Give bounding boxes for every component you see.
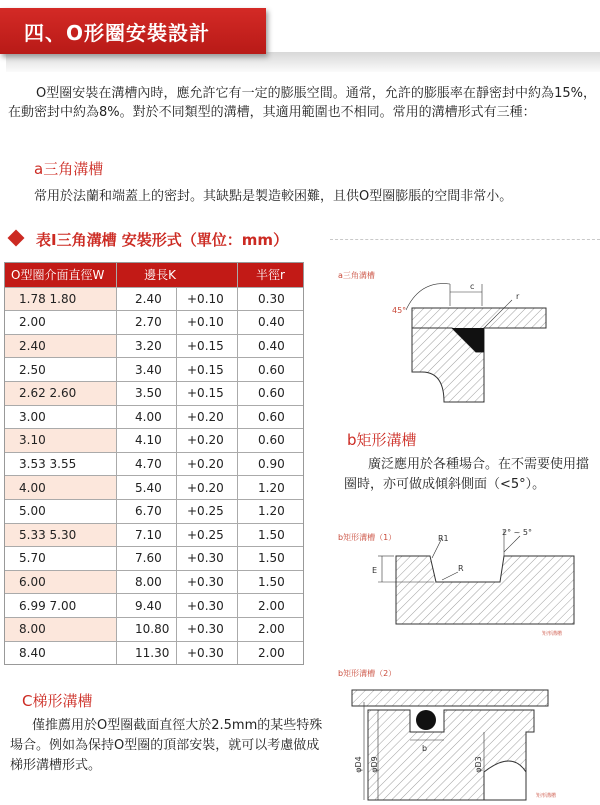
table-heading (0, 228, 600, 250)
cell-radius: 1.50 (237, 524, 303, 547)
cell-diameter: 1.78 1.80 (5, 288, 116, 311)
cell-tolerance: +0.20 (176, 406, 237, 429)
table-row (5, 641, 303, 665)
cell-tolerance: +0.15 (176, 358, 237, 381)
title-shadow-band (6, 52, 600, 72)
table-row (5, 357, 303, 381)
figure-b1-r1: R1 (438, 534, 449, 543)
cell-side-length: 9.40 (116, 594, 176, 617)
header-radius: 半徑r (237, 263, 303, 287)
section-c-text: 僅推薦用於O型圈截面直徑大於2.5mm的某些特殊場合。例如為保持O型圈的頂部安裝，就可以考慮做成梯形溝槽形式。 (10, 718, 323, 773)
figure-b1-caption: 矩形溝槽 (542, 631, 563, 637)
section-b-text: 廣泛應用於各種場合。在不需要使用擋圈時，亦可做成傾斜側面（<5°）。 (344, 457, 590, 492)
cell-diameter: 2.00 (5, 311, 116, 334)
header-diameter: O型圈介面直徑W (11, 268, 105, 283)
figure-rect-groove-1 (334, 522, 596, 642)
figure-b2-caption: 矩形溝槽 (536, 793, 557, 799)
title-banner (0, 8, 266, 54)
figure-a-label: a三角溝槽 (338, 271, 375, 280)
figure-triangle-groove (334, 262, 564, 412)
cell-side-length: 3.20 (116, 335, 176, 358)
cell-diameter: 6.99 7.00 (5, 594, 116, 617)
cell-tolerance: +0.30 (176, 642, 237, 665)
cell-tolerance: +0.30 (176, 547, 237, 570)
cell-diameter: 2.62 2.60 (5, 382, 116, 405)
section-c-heading: C梯形溝槽 (22, 692, 93, 710)
cell-tolerance: +0.30 (176, 594, 237, 617)
table-row (5, 334, 303, 358)
cell-radius: 0.90 (237, 453, 303, 476)
figure-b1-r: R (458, 564, 464, 573)
diamond-bullet-icon (8, 230, 25, 247)
table-row (5, 546, 303, 570)
cell-tolerance: +0.10 (176, 288, 237, 311)
cell-tolerance: +0.30 (176, 618, 237, 641)
cell-tolerance: +0.25 (176, 500, 237, 523)
cell-radius: 0.60 (237, 382, 303, 405)
section-a-heading: a三角溝槽 (34, 160, 104, 178)
table-row (5, 405, 303, 429)
cell-tolerance: +0.20 (176, 429, 237, 452)
triangle-groove-drawing (334, 262, 564, 412)
table-row (5, 452, 303, 476)
table-row (5, 310, 303, 334)
cell-tolerance: +0.25 (176, 524, 237, 547)
cell-tolerance: +0.30 (176, 571, 237, 594)
cell-radius: 0.60 (237, 406, 303, 429)
table-row (5, 428, 303, 452)
cell-radius: 1.20 (237, 476, 303, 499)
cell-radius: 0.60 (237, 429, 303, 452)
intro-paragraph: O型圈安裝在溝槽內時，應允許它有一定的膨脹空間。通常，允許的膨脹率在靜密封中約為15%，在動密封中約為8%。對於不同類型的溝槽，其適用範圍也不相同。常用的溝槽形式有三種： (8, 86, 596, 120)
table-row (5, 523, 303, 547)
cell-radius: 2.00 (237, 642, 303, 665)
dimension-table (4, 262, 304, 665)
table-title: 表I三角溝槽 安裝形式（單位：mm） (36, 231, 289, 249)
cell-side-length: 4.00 (116, 406, 176, 429)
figure-a-angle: 45° (392, 306, 407, 315)
cell-radius: 0.40 (237, 311, 303, 334)
header-side-length: 邊長K (116, 263, 176, 287)
figure-b2-b: b (422, 744, 428, 753)
figure-b2-d4: φD4 (353, 756, 363, 773)
cell-side-length: 2.40 (116, 288, 176, 311)
table-row (5, 593, 303, 617)
cell-side-length: 3.40 (116, 358, 176, 381)
cell-side-length: 4.10 (116, 429, 176, 452)
cell-radius: 0.30 (237, 288, 303, 311)
cell-tolerance: +0.20 (176, 476, 237, 499)
figure-b1-label: b矩形溝槽（1） (338, 533, 397, 542)
section-a-text: 常用於法蘭和端蓋上的密封。其缺點是製造較困難，且供O型圈膨脹的空間非常小。 (34, 189, 513, 204)
cell-diameter: 5.33 5.30 (5, 524, 116, 547)
cell-side-length: 5.40 (116, 476, 176, 499)
table-row (5, 617, 303, 641)
table-row (5, 287, 303, 311)
cell-diameter: 8.40 (5, 642, 116, 665)
cell-side-length: 4.70 (116, 453, 176, 476)
cell-radius: 0.60 (237, 358, 303, 381)
cell-side-length: 6.70 (116, 500, 176, 523)
cell-diameter: 3.53 3.55 (5, 453, 116, 476)
cell-tolerance: +0.15 (176, 335, 237, 358)
figure-b2-label: b矩形溝槽（2） (338, 669, 397, 678)
cell-diameter: 4.00 (5, 476, 116, 499)
cell-side-length: 2.70 (116, 311, 176, 334)
cell-side-length: 7.10 (116, 524, 176, 547)
cell-diameter: 2.50 (5, 358, 116, 381)
table-row (5, 475, 303, 499)
cell-radius: 1.50 (237, 571, 303, 594)
section-b-heading: b矩形溝槽 (347, 431, 417, 449)
cell-diameter: 3.00 (5, 406, 116, 429)
figure-rect-groove-2 (334, 662, 596, 802)
cell-diameter: 3.10 (5, 429, 116, 452)
page-title: 四、O形圈安裝設計 (24, 21, 211, 45)
cell-side-length: 8.00 (116, 571, 176, 594)
figure-b2-d9: φD9 (369, 756, 379, 773)
cell-diameter: 5.00 (5, 500, 116, 523)
header-tolerance (176, 263, 237, 287)
cell-tolerance: +0.20 (176, 453, 237, 476)
cell-side-length: 3.50 (116, 382, 176, 405)
cell-diameter: 2.40 (5, 335, 116, 358)
table-row (5, 381, 303, 405)
figure-a-dim-r: r (516, 292, 520, 301)
dashed-divider (330, 239, 600, 240)
cell-diameter: 8.00 (5, 618, 116, 641)
rect-groove-2-drawing (334, 662, 596, 802)
cell-radius: 2.00 (237, 594, 303, 617)
figure-b2-d3: φD3 (473, 756, 483, 773)
cell-side-length: 11.30 (116, 642, 176, 665)
cell-radius: 0.40 (237, 335, 303, 358)
cell-tolerance: +0.15 (176, 382, 237, 405)
cell-radius: 1.20 (237, 500, 303, 523)
cell-radius: 1.50 (237, 547, 303, 570)
table-body (5, 287, 303, 665)
cell-diameter: 5.70 (5, 547, 116, 570)
table-row (5, 499, 303, 523)
cell-radius: 2.00 (237, 618, 303, 641)
cell-side-length: 7.60 (116, 547, 176, 570)
figure-a-dim-c: c (470, 282, 475, 291)
figure-b1-angle: 2° ~ 5° (502, 528, 532, 537)
table-header-row (5, 263, 303, 287)
cell-diameter: 6.00 (5, 571, 116, 594)
figure-b1-e: E (372, 566, 378, 575)
table-row (5, 570, 303, 594)
cell-side-length: 10.80 (116, 618, 176, 641)
cell-tolerance: +0.10 (176, 311, 237, 334)
